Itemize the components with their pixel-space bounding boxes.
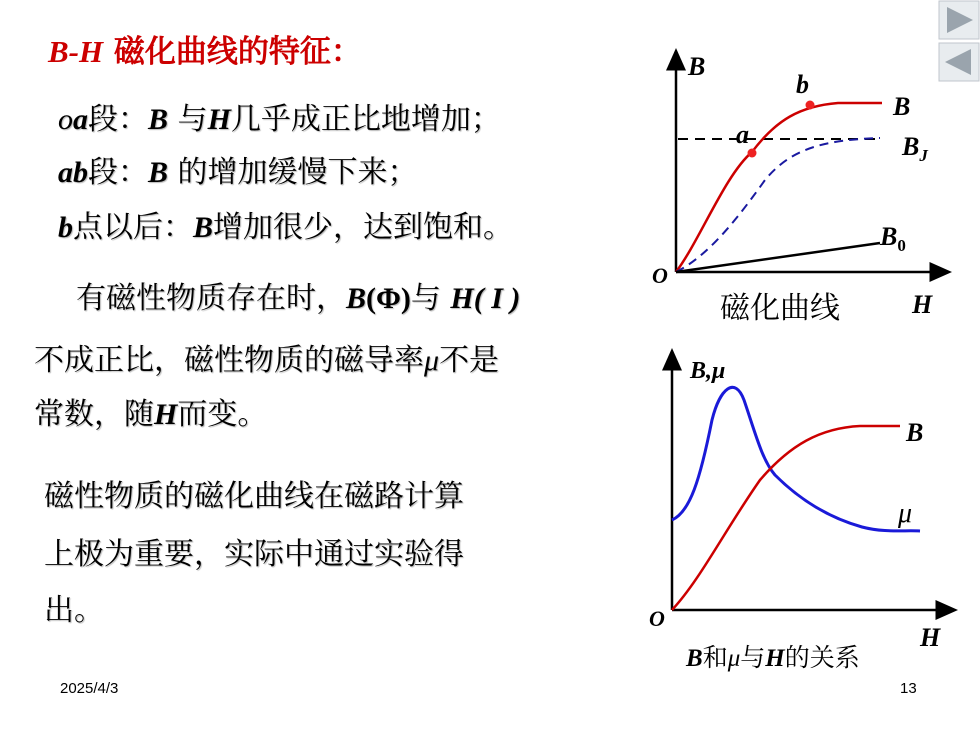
para1-line3: 常数，随H而变。 [34, 397, 268, 432]
B-mu-relation-chart [649, 358, 948, 672]
chart1-curve-B0 [676, 243, 880, 272]
chart1-label-BJ: $B_J$ [902, 132, 928, 165]
footer-page-number: 13 [900, 680, 917, 697]
chart2-caption: B和μ与H的关系 [686, 643, 860, 672]
chart1-point-a [748, 149, 757, 158]
chart1-label-B: B [893, 92, 911, 121]
chart1-label-a: a [736, 120, 749, 149]
para2-line3: 出。 [44, 593, 104, 628]
bullet-b: b点以后：B增加很少，达到饱和。 [58, 210, 514, 245]
para2-line2: 上极为重要，实际中通过实验得 [44, 537, 464, 572]
play-next-icon [938, 0, 980, 40]
bullet-oa: oa段：B 与H几乎成正比地增加； [58, 102, 501, 137]
para1-line1: 有磁性物质存在时，B(Φ)与 H( I ) [76, 281, 521, 316]
chart2-origin-label: O [649, 606, 665, 631]
chart1-origin-label: O [652, 263, 668, 288]
para2-line1: 磁性物质的磁化曲线在磁路计算 [44, 479, 464, 514]
magnetization-curve-chart [652, 52, 942, 326]
footer-date: 2025/4/3 [60, 680, 119, 697]
chart1-x-label: H [912, 290, 933, 319]
chart1-label-b: b [796, 70, 809, 99]
chart2-label-B: B [906, 418, 924, 447]
previous-slide-button[interactable] [938, 42, 980, 82]
next-slide-button[interactable] [938, 0, 980, 40]
chart2-x-label: H [920, 623, 941, 652]
play-prev-icon [938, 42, 980, 82]
chart2-y-label: B,μ [690, 358, 726, 384]
chart1-label-B0: $B_0$ [880, 222, 906, 255]
chart1-curve-BJ [676, 138, 880, 272]
bullet-ab: ab段：B 的增加缓慢下来； [58, 155, 418, 190]
title-text: 磁化曲线的特征： [103, 34, 362, 70]
para1-line2: 不成正比，磁性物质的磁导率μ不是 [34, 343, 500, 378]
chart1-y-label: B [688, 52, 706, 81]
chart1-point-b [806, 101, 815, 110]
title-variable: B-H [48, 34, 104, 69]
chart2-label-mu: μ [898, 498, 913, 529]
chart2-curve-mu [672, 387, 920, 531]
chart1-caption: 磁化曲线 [720, 291, 840, 326]
